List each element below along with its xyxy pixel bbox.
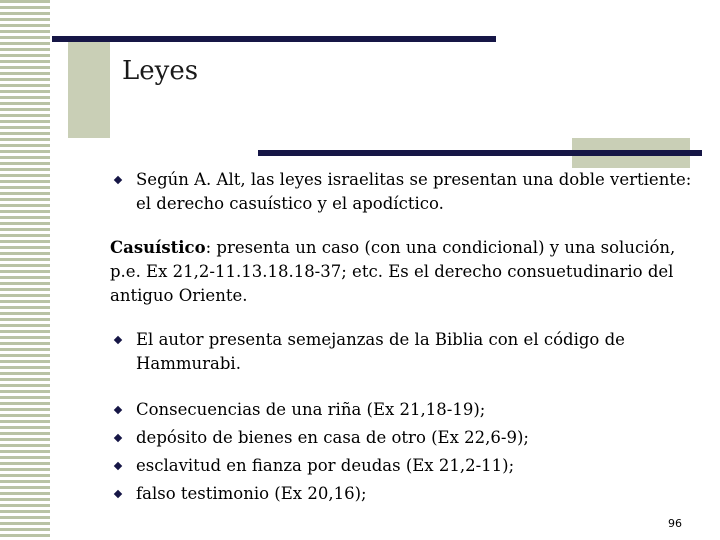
- decorative-stripes: [0, 0, 50, 540]
- bullet-icon: [114, 176, 122, 184]
- casuistico-line2: p.e. Ex 21,2-11.13.18.18-37; etc. Es el derecho consuetudinario del: [110, 262, 674, 281]
- casuistico-line1: [110, 236, 675, 260]
- list-item: falso testimonio (Ex 20,16);: [136, 484, 367, 503]
- list-item: esclavitud en fianza por deudas (Ex 21,2-11);: [136, 456, 515, 475]
- list-item: Consecuencias de una riña (Ex 21,18-19);: [136, 400, 486, 419]
- list-item: depósito de bienes en casa de otro (Ex 22,6-9);: [136, 428, 529, 447]
- top-rule: [52, 36, 496, 42]
- bullet2-line1: El autor presenta semejanzas de la Biblia con el código de: [136, 330, 625, 349]
- casuistico-term: Casuístico: [110, 238, 206, 257]
- title-accent-box: [68, 40, 110, 138]
- bullet-icon: [114, 490, 122, 498]
- bullet-icon: [114, 406, 122, 414]
- bullet-icon: [114, 462, 122, 470]
- slide-title: Leyes: [122, 56, 199, 86]
- casuistico-line3: antiguo Oriente.: [110, 286, 248, 305]
- bullet-icon: [114, 336, 122, 344]
- bullet2-line2: Hammurabi.: [136, 354, 241, 373]
- bullet-icon: [114, 434, 122, 442]
- page-number: 96: [668, 517, 682, 530]
- middle-rule: [258, 150, 702, 156]
- bullet1-line1: Según A. Alt, las leyes israelitas se presentan una doble vertiente:: [136, 170, 692, 189]
- casuistico-rest: : presenta un caso (con una condicional) y una solución,: [205, 238, 676, 257]
- bullet1-line2: el derecho casuístico y el apodíctico.: [136, 194, 444, 213]
